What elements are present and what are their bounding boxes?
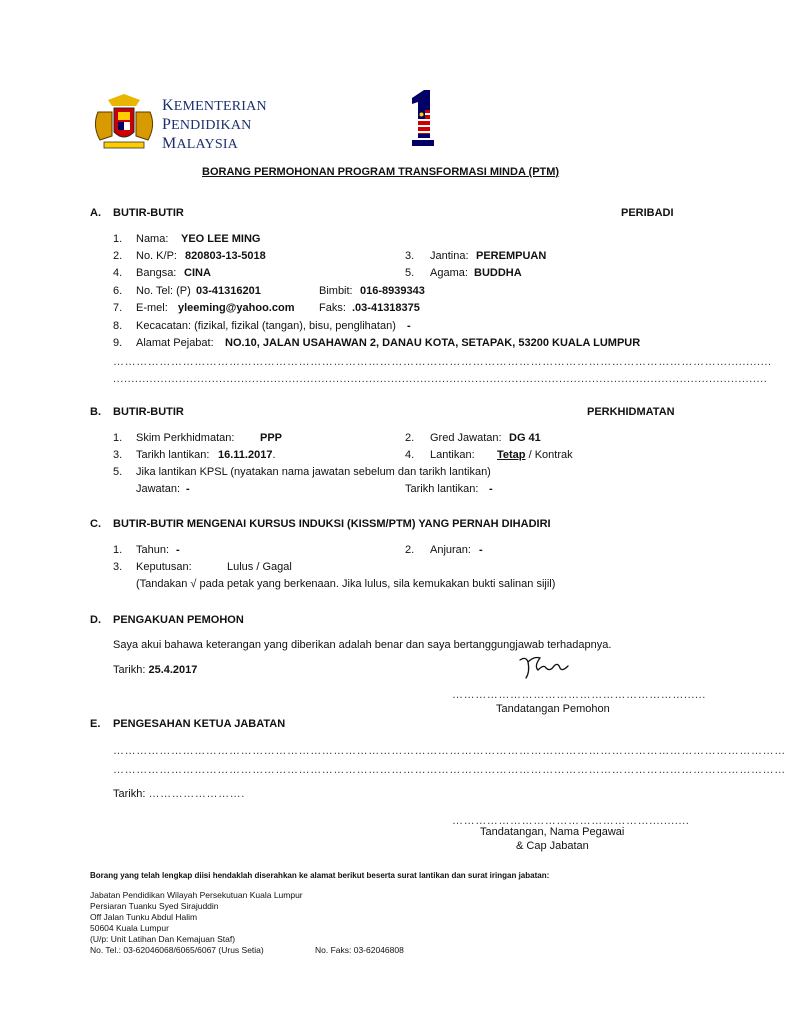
faks-label: Faks: — [319, 302, 346, 314]
section-d-letter: D. — [90, 614, 101, 626]
tarikh2-label: Tarikh lantikan: — [405, 483, 479, 495]
kp-label: No. K/P: — [136, 250, 177, 262]
kecacatan-label: Kecacatan: (fizikal, fizikal (tangan), bisu, penglihatan) — [136, 320, 396, 332]
section-d-title: PENGAKUAN PEMOHON — [113, 614, 244, 626]
officer-sign-label: Tandatangan, Nama Pegawai — [480, 826, 625, 838]
kp-value: 820803-13-5018 — [185, 250, 266, 262]
item-number: 2. — [405, 544, 415, 556]
section-a-title-right: PERIBADI — [621, 207, 674, 219]
item-number: 5. — [405, 267, 415, 279]
item-number: 4. — [405, 449, 415, 461]
address-line: Jabatan Pendidikan Wilayah Persekutuan Kuala Lumpur — [90, 890, 303, 900]
remarks-dots-line: ………………………………………………………………………………………………………………………………………………………… — [113, 745, 786, 757]
section-c-letter: C. — [90, 518, 101, 530]
tel-value: 03-41316201 — [196, 285, 261, 297]
bangsa-label: Bangsa: — [136, 267, 177, 279]
address-line: (U/p: Unit Latihan Dan Kemajuan Staf) — [90, 934, 236, 944]
item-number: 5. — [113, 466, 123, 478]
form-title: BORANG PERMOHONAN PROGRAM TRANSFORMASI MINDA (PTM) — [202, 166, 560, 178]
skim-value: PPP — [260, 432, 283, 444]
tarikh2-value: - — [489, 483, 493, 495]
item-number: 3. — [113, 561, 123, 573]
applicant-sign-dots: ……………………………………………………...... — [452, 689, 706, 701]
applicant-signature-icon — [516, 652, 576, 680]
section-e-letter: E. — [90, 718, 101, 730]
tarikh-d-value: 25.4.2017 — [148, 664, 198, 676]
footer-faks: No. Faks: 03-62046808 — [315, 945, 404, 955]
applicant-sign-label: Tandatangan Pemohon — [496, 703, 610, 715]
gred-value: DG 41 — [509, 432, 541, 444]
jawatan-value: - — [186, 483, 190, 495]
jantina-value: PEREMPUAN — [476, 250, 547, 262]
agama-value: BUDDHA — [474, 267, 522, 279]
section-b-letter: B. — [90, 406, 101, 418]
section-b-title: BUTIR-BUTIR — [113, 406, 184, 418]
jawatan-label: Jawatan: — [136, 483, 181, 495]
alamat-value: NO.10, JALAN USAHAWAN 2, DANAU KOTA, SETAPAK, 53200 KUALA LUMPUR — [225, 337, 641, 349]
address-line: Off Jalan Tunku Abdul Halim — [90, 912, 198, 922]
faks-value: .03-41318375 — [352, 302, 420, 314]
ministry-name: KEMENTERIAN PENDIDIKAN MALAYSIA — [162, 97, 267, 152]
1malaysia-logo-icon — [406, 88, 436, 150]
alamat-label: Alamat Pejabat: — [136, 337, 214, 349]
lantikan-label: Lantikan: — [430, 449, 475, 461]
tarikh-e-label: Tarikh: — [113, 788, 146, 800]
remarks-dots-line: ………………………………………………………………………………………………………………………………………………………… — [113, 764, 786, 776]
item-number: 3. — [405, 250, 415, 262]
footer-instruction: Borang yang telah lengkap diisi hendaklah diserahkan ke alamat berikut beserta surat lantikan dan surat iringan jabatan: — [90, 871, 550, 880]
nama-label: Nama: — [136, 233, 169, 245]
bimbit-value: 016-8939343 — [360, 285, 425, 297]
address-dots-line: ................................................................................................................................................................................... — [113, 373, 768, 385]
section-b-title-right: PERKHIDMATAN — [587, 406, 675, 418]
item-number: 1. — [113, 233, 123, 245]
tahun-label: Tahun: — [136, 544, 170, 556]
section-a-letter: A. — [90, 207, 101, 219]
declaration-text: Saya akui bahawa keterangan yang diberikan adalah benar dan saya bertanggungjawab terhadapnya. — [113, 639, 612, 651]
item-number: 2. — [113, 250, 123, 262]
bimbit-label: Bimbit: — [319, 285, 353, 297]
tarikh-lantikan-label: Tarikh lantikan: — [136, 449, 210, 461]
item-number: 6. — [113, 285, 123, 297]
emel-label: E-mel: — [136, 302, 168, 314]
jantina-label: Jantina: — [430, 250, 469, 262]
kecacatan-value: - — [407, 320, 411, 332]
officer-stamp-label: & Cap Jabatan — [516, 840, 589, 852]
anjuran-value: - — [479, 544, 483, 556]
section-a-title: BUTIR-BUTIR — [113, 207, 184, 219]
keputusan-label: Keputusan: — [136, 561, 192, 573]
footer-tel: No. Tel.: 03-62046068/6065/6067 (Urus Setia) — [90, 945, 264, 955]
bangsa-value: CINA — [184, 267, 211, 279]
address-line: 50604 Kuala Lumpur — [90, 923, 169, 933]
tarikh-d-label: Tarikh: — [113, 664, 146, 676]
lantikan-kontrak: / Kontrak — [525, 449, 573, 461]
keputusan-value: Lulus / Gagal — [227, 561, 292, 573]
item-number: 7. — [113, 302, 123, 314]
lantikan-tetap: Tetap — [497, 449, 526, 461]
section-e-title: PENGESAHAN KETUA JABATAN — [113, 718, 286, 730]
emel-value: yleeming@yahoo.com — [178, 302, 295, 314]
gred-label: Gred Jawatan: — [430, 432, 502, 444]
tarikh-suffix: . — [272, 449, 276, 461]
item-number: 9. — [113, 337, 123, 349]
kpsl-label: Jika lantikan KPSL (nyatakan nama jawatan sebelum dan tarikh lantikan) — [136, 466, 491, 478]
tarikh-lantikan-value: 16.11.2017 — [218, 449, 273, 461]
item-number: 2. — [405, 432, 415, 444]
tel-label: No. Tel: (P) — [136, 285, 191, 297]
item-number: 4. — [113, 267, 123, 279]
address-dots-line: ……………………………………………………………………………………………………………………………………………............ — [113, 356, 772, 368]
agama-label: Agama: — [430, 267, 468, 279]
item-number: 8. — [113, 320, 123, 332]
address-line: Persiaran Tuanku Syed Sirajuddin — [90, 901, 219, 911]
item-number: 3. — [113, 449, 123, 461]
skim-label: Skim Perkhidmatan: — [136, 432, 235, 444]
keputusan-note: (Tandakan √ pada petak yang berkenaan. Jika lulus, sila kemukakan bukti salinan sijil) — [136, 578, 556, 590]
coat-of-arms-icon — [88, 92, 160, 152]
tahun-value: - — [176, 544, 180, 556]
item-number: 1. — [113, 544, 123, 556]
anjuran-label: Anjuran: — [430, 544, 471, 556]
nama-value: YEO LEE MING — [181, 233, 261, 245]
tarikh-e-dots: ……………………. — [148, 788, 245, 800]
officer-sign-dots: ……………………………………………........... — [452, 815, 690, 827]
section-c-title: BUTIR-BUTIR MENGENAI KURSUS INDUKSI (KISSM/PTM) YANG PERNAH DIHADIRI — [113, 518, 551, 530]
footer-address — [90, 890, 303, 945]
item-number: 1. — [113, 432, 123, 444]
